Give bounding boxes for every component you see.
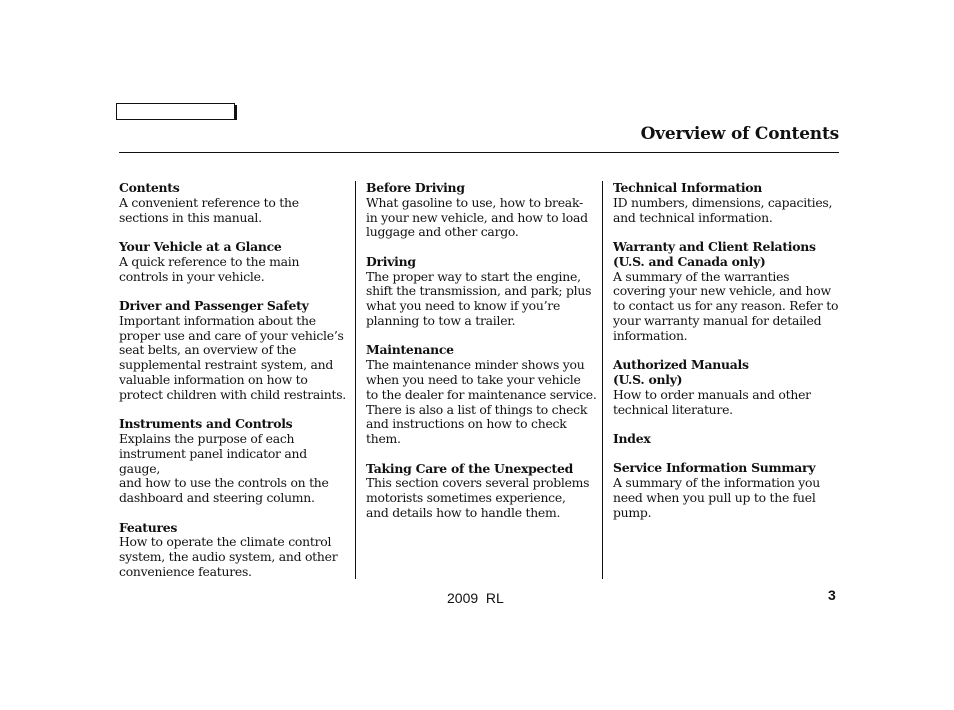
section-description: A summary of the information you need when you pull up to the fuel pump.: [613, 475, 820, 520]
section-description: ID numbers, dimensions, capacities, and technical information.: [613, 194, 833, 225]
section-your-vehicle-at-a-glance[interactable]: [119, 240, 351, 284]
section-before-driving[interactable]: [366, 181, 598, 240]
section-heading[interactable]: Contents: [119, 180, 180, 195]
section-description: How to order manuals and other technical literature.: [613, 386, 811, 417]
section-heading[interactable]: Service Information Summary: [613, 460, 816, 476]
section-heading[interactable]: Instruments and Controls: [119, 416, 293, 432]
section-description: Explains the purpose of each instrument panel indicator and gauge, and how to use the controls on the dashboard and steering column.: [119, 430, 329, 506]
section-contents[interactable]: [119, 181, 351, 225]
section-heading[interactable]: Authorized Manuals (U.S. only): [613, 357, 749, 387]
page-number: 3: [828, 587, 836, 603]
section-features[interactable]: [119, 521, 351, 580]
section-heading[interactable]: Technical Information: [613, 180, 763, 195]
page-title: Overview of Contents: [640, 124, 839, 144]
section-heading[interactable]: Maintenance: [366, 342, 454, 358]
section-index[interactable]: [613, 432, 845, 447]
navigation-box[interactable]: [116, 103, 235, 120]
section-technical-information[interactable]: [613, 181, 845, 225]
section-description: How to operate the climate control system, the audio system, and other convenience features.: [119, 534, 338, 579]
section-taking-care-of-the-unexpected[interactable]: [366, 462, 598, 521]
section-heading[interactable]: Driving: [366, 253, 416, 269]
section-heading[interactable]: Index: [613, 430, 651, 446]
section-description: The proper way to start the engine, shift the transmission, and park; plus what you need to know if you’re planning to tow a trailer.: [366, 268, 592, 328]
section-warranty-and-client-relations[interactable]: [613, 240, 845, 344]
section-description: A summary of the warranties covering your new vehicle, and how to contact us for any reason. Refer to your warranty manual for detailed information.: [613, 268, 839, 343]
section-description: Important information about the proper use and care of your vehicle’s seat belts, an overview of the supplemental restraint system, and valuable information on how to protect children with child restraints.: [119, 312, 346, 402]
section-heading[interactable]: Warranty and Client Relations (U.S. and Canada only): [613, 238, 816, 269]
section-instruments-and-controls[interactable]: [119, 417, 351, 506]
section-driver-and-passenger-safety[interactable]: [119, 299, 351, 403]
section-heading[interactable]: Before Driving: [366, 180, 465, 195]
footer-model-name: 2009 RL: [447, 590, 504, 606]
contents-column-3: [613, 181, 845, 535]
section-driving[interactable]: [366, 255, 598, 329]
section-heading[interactable]: Your Vehicle at a Glance: [119, 238, 282, 254]
section-service-information-summary[interactable]: [613, 461, 845, 520]
column-divider-1: [355, 181, 356, 579]
section-authorized-manuals[interactable]: [613, 358, 845, 417]
section-description: What gasoline to use, how to break- in your new vehicle, and how to load luggage and other cargo.: [366, 194, 588, 240]
section-maintenance[interactable]: [366, 343, 598, 447]
section-description: This section covers several problems motorists sometimes experience, and details how to handle them.: [366, 475, 590, 520]
section-description: A convenient reference to the sections in this manual.: [119, 194, 299, 225]
section-description: A quick reference to the main controls in your vehicle.: [119, 253, 300, 284]
section-heading[interactable]: Taking Care of the Unexpected: [366, 460, 573, 476]
section-heading[interactable]: Driver and Passenger Safety: [119, 297, 309, 313]
column-divider-2: [602, 181, 603, 579]
contents-column-2: [366, 181, 598, 535]
contents-column-1: [119, 181, 351, 594]
header-rule: [119, 152, 839, 153]
section-description: The maintenance minder shows you when you need to take your vehicle to the dealer for maintenance service. There is also a list of things to check and instructions on how to check them.: [366, 357, 597, 447]
section-heading[interactable]: Features: [119, 519, 178, 535]
